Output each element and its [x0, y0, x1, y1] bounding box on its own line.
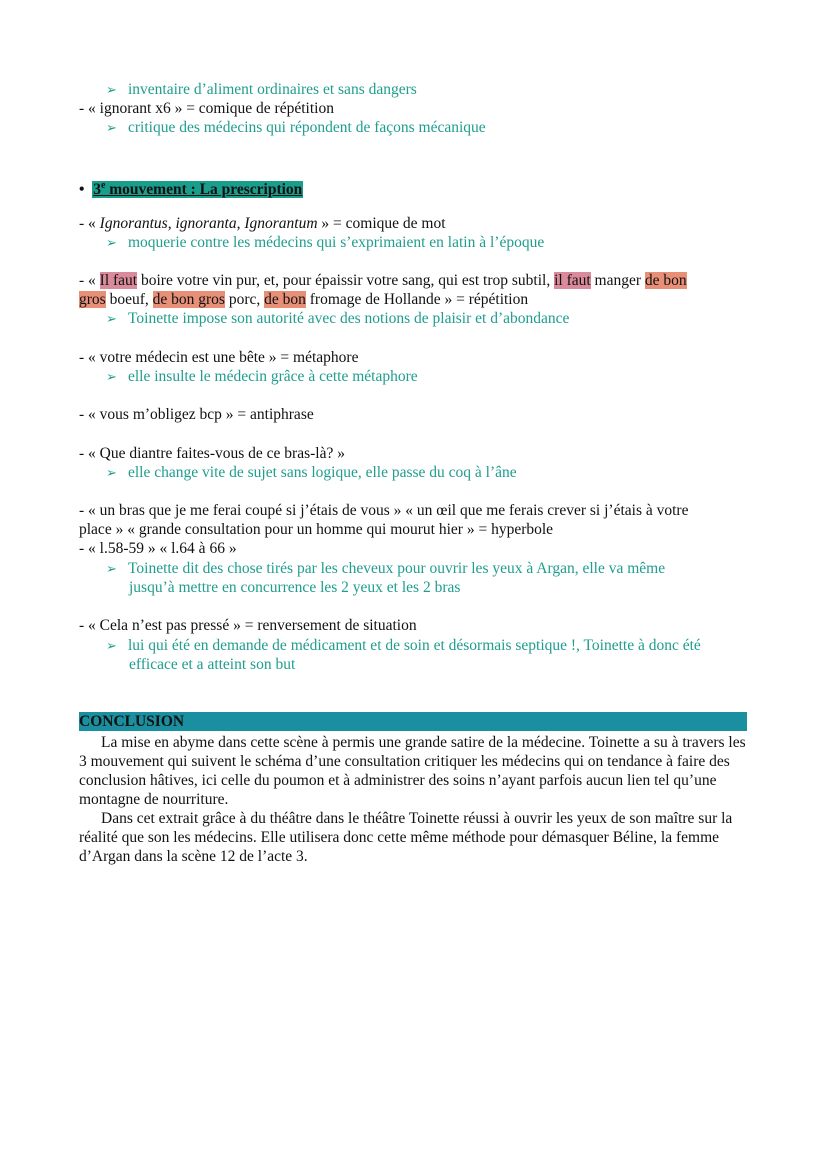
note-line: place » « grande consultation pour un homme qui mourut hier » = hyperbole	[79, 521, 554, 538]
note-line: ➢ inventaire d’aliment ordinaires et sans dangers	[106, 81, 417, 98]
note-line: - « Ignorantus, ignoranta, Ignorantum » = comique de mot	[79, 215, 446, 232]
note-line: ➢ Toinette impose son autorité avec des notions de plaisir et d’abondance	[106, 310, 570, 327]
note-line: ➢ Toinette dit des chose tirés par les cheveux pour ouvrir les yeux à Argan, elle va même	[106, 560, 666, 577]
highlight-salmon: de bon	[264, 291, 306, 308]
note-line: ➢ lui qui été en demande de médicament et de soin et désormais septique !, Toinette à donc été	[106, 637, 701, 654]
note-line: gros boeuf, de bon gros porc, de bon fromage de Hollande » = répétition	[79, 291, 529, 308]
conclusion-paragraph: La mise en abyme dans cette scène à permis une grande satire de la médecine. Toinette a su à travers les 3 mouvement qui suivent le schéma d’une consultation critiquer les médecins qui on tendance à faire des conclusion hâtives, ici celle du poumon et à administrer des soins n’ayant parfois aucun lien tel qu’une montagne de nourriture.	[79, 734, 746, 808]
heading-highlight: 3e mouvement : La prescription	[93, 180, 303, 199]
highlight-salmon: gros	[79, 291, 106, 308]
highlight-pink: il faut	[554, 272, 591, 289]
highlight-salmon: de bon gros	[152, 291, 225, 308]
arrow-bullet-icon: ➢	[106, 639, 117, 654]
note-line: - « vous m’obligez bcp » = antiphrase	[79, 406, 314, 423]
note-line: - « Il faut boire votre vin pur, et, pour épaissir votre sang, qui est trop subtil, il faut manger de bon	[79, 272, 687, 289]
note-line: - « Que diantre faites-vous de ce bras-là? »	[79, 445, 345, 462]
arrow-bullet-icon: ➢	[106, 562, 117, 577]
arrow-bullet-icon: ➢	[106, 236, 117, 251]
note-line: - « ignorant x6 » = comique de répétition	[79, 100, 334, 117]
section-heading	[79, 176, 303, 199]
note-line: - « l.58-59 » « l.64 à 66 »	[79, 540, 237, 557]
arrow-bullet-icon: ➢	[106, 121, 117, 136]
arrow-bullet-icon: ➢	[106, 466, 117, 481]
note-line: ➢ critique des médecins qui répondent de façons mécanique	[106, 119, 486, 136]
highlight-salmon: de bon	[644, 272, 687, 289]
conclusion-paragraph: Dans cet extrait grâce à du théâtre dans le théâtre Toinette réussi à ouvrir les yeux de son maître sur la réalité que son les médecins. Elle utilisera donc cette même méthode pour démasquer Béline, la femme d’Argan dans la scène 12 de l’acte 3.	[79, 810, 733, 865]
note-line: - « Cela n’est pas pressé » = renversement de situation	[79, 617, 417, 634]
note-line: ➢ moquerie contre les médecins qui s’exprimaient en latin à l’époque	[106, 234, 545, 251]
note-line: efficace et a atteint son but	[129, 656, 296, 673]
bullet-icon: •	[79, 181, 85, 199]
note-line: ➢ elle insulte le médecin grâce à cette métaphore	[106, 368, 418, 385]
arrow-bullet-icon: ➢	[106, 370, 117, 385]
conclusion-title: CONCLUSION	[79, 713, 185, 730]
arrow-bullet-icon: ➢	[106, 312, 117, 327]
note-line: - « un bras que je me ferai coupé si j’étais de vous » « un œil que me ferais crever si j’étais à votre	[79, 502, 689, 519]
note-line: ➢ elle change vite de sujet sans logique, elle passe du coq à l’âne	[106, 464, 517, 481]
note-line: jusqu’à mettre en concurrence les 2 yeux et les 2 bras	[129, 579, 461, 596]
arrow-bullet-icon: ➢	[106, 83, 117, 98]
highlight-pink: Il faut	[99, 272, 138, 289]
note-line: - « votre médecin est une bête » = métaphore	[79, 349, 359, 366]
